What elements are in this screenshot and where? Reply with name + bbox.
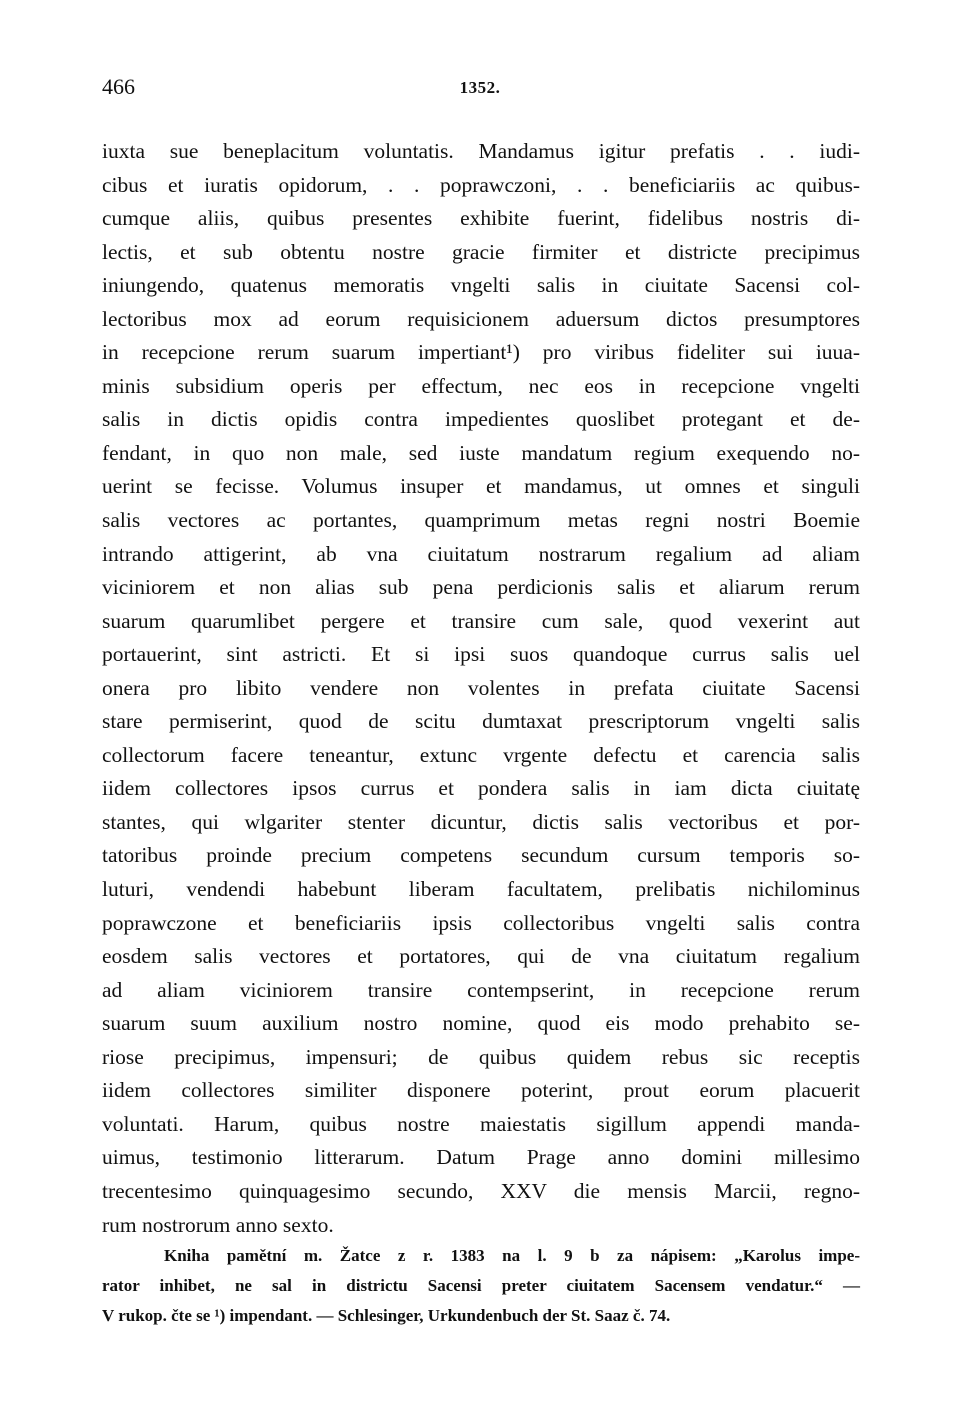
body-line: suarum suum auxilium nostro nomine, quod eis modo prehabito se- <box>102 1011 860 1036</box>
body-line: eosdem salis vectores et portatores, qui de vna ciuitatum regalium <box>102 944 860 969</box>
body-line: luturi, vendendi habebunt liberam facultatem, prelibatis nichilominus <box>102 877 860 902</box>
source-note <box>102 1241 860 1331</box>
body-line: in recepcione rerum suarum impertiant¹) pro viribus fideliter sui iuua- <box>102 340 860 365</box>
body-line: rum nostrorum anno sexto. <box>102 1212 334 1237</box>
body-line: lectoribus mox ad eorum requisicionem aduersum dictos presumptores <box>102 306 860 331</box>
body-line: uerint se fecisse. Volumus insuper et mandamus, ut omnes et singuli <box>102 474 860 499</box>
body-line: stantes, qui wlgariter stenter dicuntur, dictis salis vectoribus et por- <box>102 809 860 834</box>
body-line: stare permiserint, quod de scitu dumtaxat prescriptorum vngelti salis <box>102 709 860 734</box>
body-line: fendant, in quo non male, sed iuste mandatum regium exequendo no- <box>102 440 860 465</box>
running-header <box>102 72 858 102</box>
body-line: portauerint, sint astricti. Et si ipsi suos quandoque currus salis uel <box>102 642 860 667</box>
body-line: iuxta sue beneplacitum voluntatis. Mandamus igitur prefatis . . iudi- <box>102 139 860 163</box>
body-line: uimus, testimonio litterarum. Datum Prage anno domini millesimo <box>102 1145 860 1170</box>
running-year: 1352. <box>459 78 501 97</box>
body-line: onera pro libito vendere non volentes in prefata ciuitate Sacensi <box>102 675 860 700</box>
body-line: riose precipimus, impensuri; de quibus quidem rebus sic receptis <box>102 1044 860 1069</box>
body-line: iidem collectores ipsos currus et pondera salis in iam dicta ciuitatę <box>102 776 860 801</box>
body-line: lectis, et sub obtentu nostre gracie firmiter et districte precipimus <box>102 239 860 264</box>
body-line: trecentesimo quinquagesimo secundo, XXV die mensis Marcii, regno- <box>102 1178 860 1203</box>
body-line: voluntati. Harum, quibus nostre maiestatis sigillum appendi manda- <box>102 1111 860 1136</box>
document-body <box>102 135 860 1242</box>
page-number: 466 <box>102 74 135 99</box>
body-line: iniungendo, quatenus memoratis vngelti salis in ciuitate Sacensi col- <box>102 273 860 298</box>
body-line: salis in dictis opidis contra impedientes quoslibet protegant et de- <box>102 407 860 432</box>
body-line: viciniorem et non alias sub pena perdicionis salis et aliarum rerum <box>102 575 860 600</box>
source-note-line: Kniha pamětní m. Žatce z r. 1383 na l. 9 b za nápisem: „Karolus impe- <box>164 1246 860 1265</box>
body-line: minis subsidium operis per effectum, nec eos in recepcione vngelti <box>102 373 860 398</box>
body-line: intrando attigerint, ab vna ciuitatum nostrarum regalium ad aliam <box>102 541 860 566</box>
body-line: iidem collectores similiter disponere poterint, prout eorum placuerit <box>102 1078 860 1103</box>
body-line: poprawczone et beneficiariis ipsis collectoribus vngelti salis contra <box>102 910 860 935</box>
body-line: suarum quarumlibet pergere et transire cum sale, quod vexerint aut <box>102 608 860 633</box>
source-note-line: rator inhibet, ne sal in districtu Sacensi preter ciuitatem Sacensem vendatur.“ — <box>102 1276 860 1295</box>
body-line: ad aliam viciniorem transire contempserint, in recepcione rerum <box>102 977 860 1002</box>
body-line: tatoribus proinde precium competens secundum cursum temporis so- <box>102 843 860 868</box>
body-line: cumque aliis, quibus presentes exhibite fuerint, fidelibus nostris di- <box>102 206 860 231</box>
body-line: collectorum facere teneantur, extunc vrgente defectu et carencia salis <box>102 742 860 767</box>
body-line: cibus et iuratis opidorum, . . poprawczoni, . . beneficiariis ac quibus- <box>102 172 860 197</box>
source-note-line: V rukop. čte se ¹) impendant. — Schlesinger, Urkundenbuch der St. Saaz č. 74. <box>102 1306 671 1325</box>
body-line: salis vectores ac portantes, quamprimum metas regni nostri Boemie <box>102 508 860 533</box>
